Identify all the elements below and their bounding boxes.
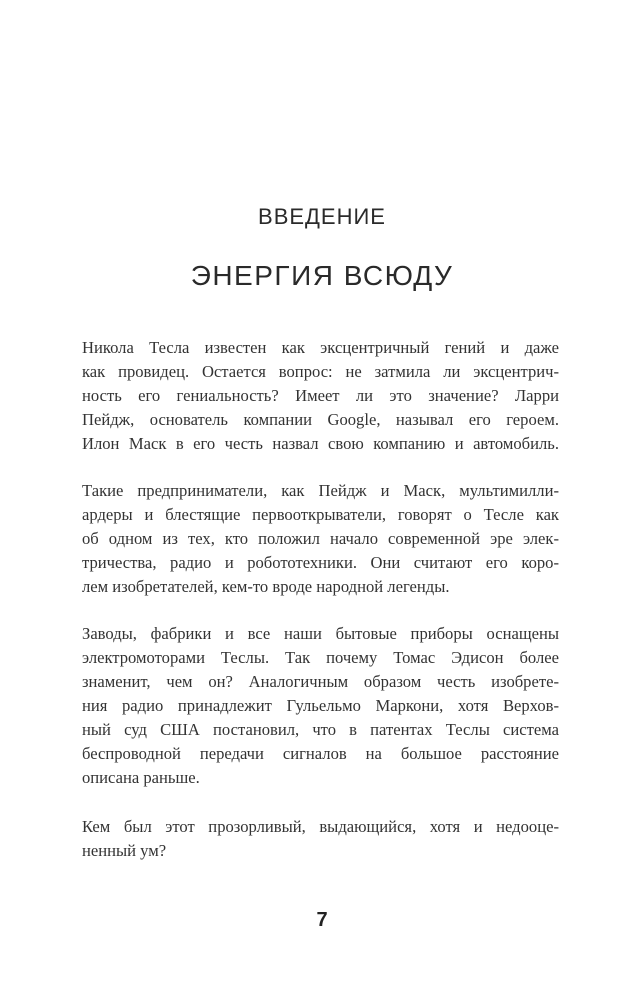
text-line: знаменит, чем он? Аналогичным образом честь изобрете- [82,672,559,691]
text-line: Никола Тесла известен как эксцентричный гений и даже [82,338,559,357]
text-line: ненный ум? [82,841,167,860]
text-line: ния радио принадлежит Гульельмо Маркони, хотя Верхов- [82,696,559,715]
text-line: Кем был этот прозорливый, выдающийся, хотя и недооце- [82,817,559,836]
text-line: об одном из тех, кто положил начало современной эре элек- [82,529,559,548]
chapter-label: ВВЕДЕНИЕ [258,204,386,229]
page-number: 7 [316,909,328,931]
paragraph-1 [82,336,559,456]
text-line: электромоторами Теслы. Так почему Томас Эдисон более [82,648,559,667]
text-line: ный суд США постановил, что в патентах Теслы система [82,720,559,739]
text-line: беспроводной передачи сигналов на большое расстояние [82,744,559,763]
text-line: Илон Маск в его честь назвал свою компанию и автомобиль. [82,434,559,453]
text-line: ардеры и блестящие первооткрыватели, говорят о Тесле как [82,505,559,524]
text-line: Заводы, фабрики и все наши бытовые приборы оснащены [82,624,559,643]
text-line: ность его гениальность? Имеет ли это значение? Ларри [82,386,559,405]
paragraph-2 [82,479,559,599]
text-line: Пейдж, основатель компании Google, называл его героем. [82,410,559,429]
text-line: тричества, радио и робототехники. Они считают его коро- [82,553,559,572]
paragraph-3 [82,622,559,790]
text-line: как провидец. Остается вопрос: не затмила ли эксцентрич- [82,362,559,381]
text-line: описана раньше. [82,768,200,787]
chapter-title: ЭНЕРГИЯ ВСЮДУ [190,260,454,291]
text-line: лем изобретателей, кем-то вроде народной легенды. [82,577,450,596]
paragraph-4 [82,815,559,863]
text-line: Такие предприниматели, как Пейдж и Маск, мультимилли- [82,481,559,500]
